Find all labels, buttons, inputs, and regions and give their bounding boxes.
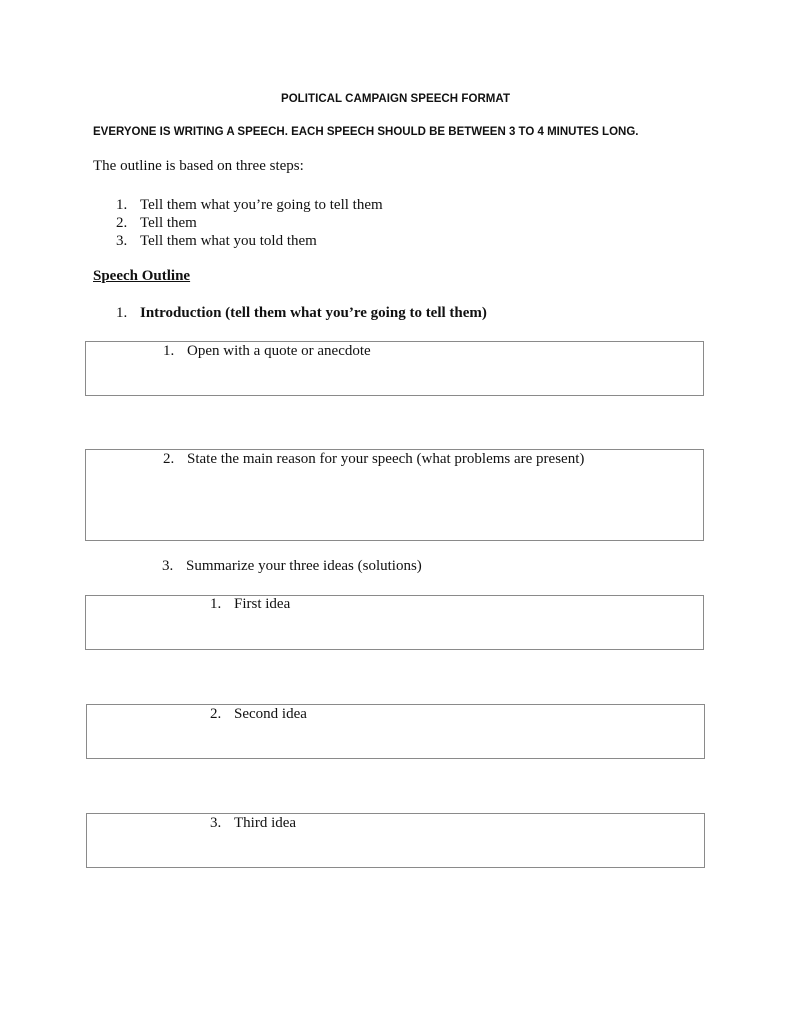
step-number: 2. — [116, 215, 128, 231]
step-item — [116, 197, 383, 214]
item-number: 1. — [210, 596, 222, 612]
quote-anecdote-box[interactable] — [85, 341, 704, 396]
box-prompt — [210, 596, 290, 613]
second-idea-box[interactable] — [86, 704, 705, 759]
summarize-ideas-label — [162, 558, 422, 575]
item-text: Open with a quote or anecdote — [187, 343, 371, 359]
item-text: Third idea — [234, 815, 297, 831]
box-prompt — [163, 343, 371, 360]
introduction-section-heading — [116, 305, 487, 322]
item-number: 1. — [163, 343, 175, 359]
box-prompt — [210, 815, 296, 832]
step-text: Tell them what you’re going to tell them — [140, 197, 383, 213]
step-item — [116, 215, 197, 232]
item-text: First idea — [234, 596, 291, 612]
step-item — [116, 233, 317, 250]
first-idea-box[interactable] — [85, 595, 704, 650]
document-subtitle: EVERYONE IS WRITING A SPEECH. EACH SPEECH SHOULD BE BETWEEN 3 TO 4 MINUTES LONG. — [93, 126, 639, 138]
step-number: 3. — [116, 233, 128, 249]
step-number: 1. — [116, 197, 128, 213]
box-prompt — [210, 706, 307, 723]
step-text: Tell them what you told them — [140, 233, 317, 249]
item-number: 3. — [162, 558, 174, 574]
item-number: 2. — [210, 706, 222, 722]
section-label: Introduction (tell them what you’re going to tell them) — [140, 305, 487, 321]
item-number: 2. — [163, 451, 175, 467]
section-number: 1. — [116, 305, 128, 321]
main-reason-box[interactable] — [85, 449, 704, 541]
third-idea-box[interactable] — [86, 813, 705, 868]
item-text: Second idea — [234, 706, 307, 722]
item-text: State the main reason for your speech (what problems are present) — [187, 451, 585, 467]
document-title: POLITICAL CAMPAIGN SPEECH FORMAT — [280, 93, 511, 105]
item-number: 3. — [210, 815, 222, 831]
speech-outline-heading: Speech Outline — [93, 268, 191, 284]
item-text: Summarize your three ideas (solutions) — [186, 558, 422, 574]
box-prompt — [163, 451, 584, 468]
intro-text: The outline is based on three steps: — [93, 158, 304, 174]
step-text: Tell them — [140, 215, 197, 231]
